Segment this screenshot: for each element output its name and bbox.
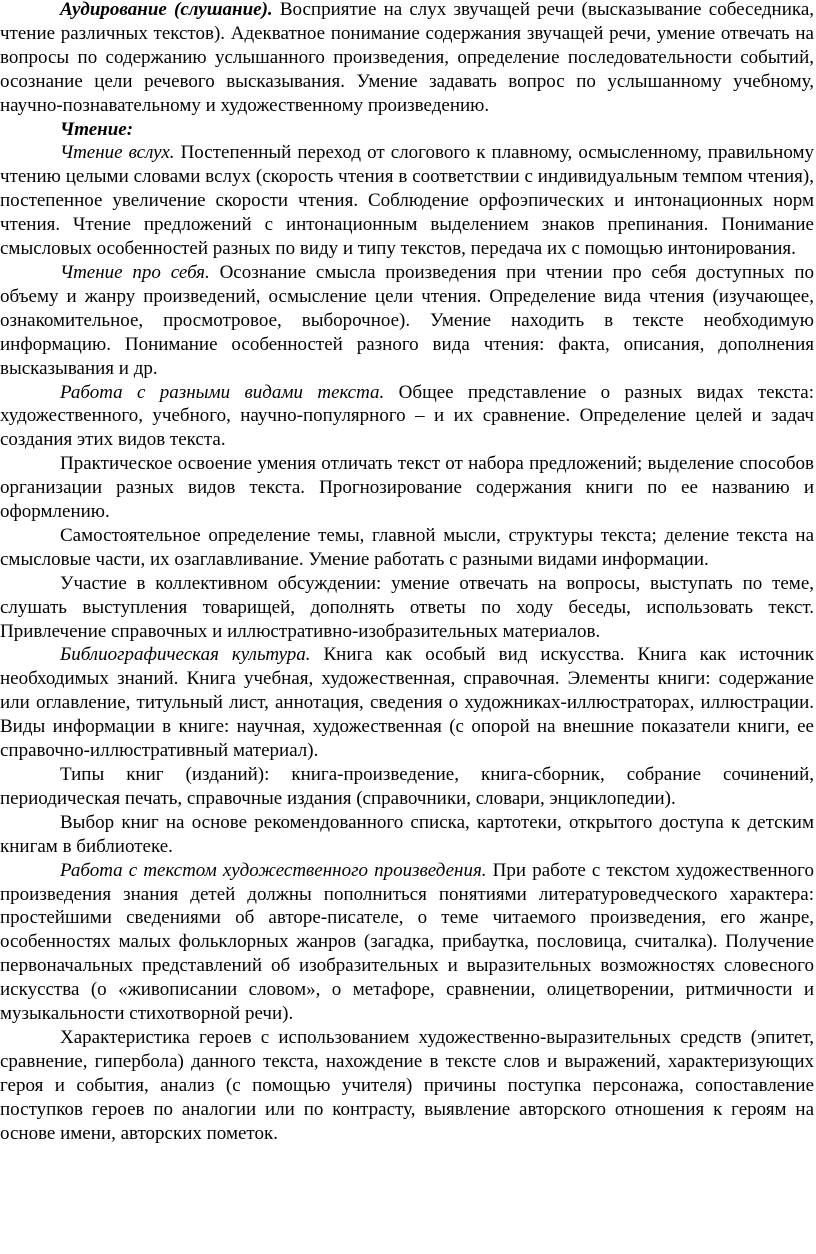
term-rabota-s-tekstom: Работа с текстом художественного произведения. bbox=[60, 859, 487, 881]
paragraph-text: Самостоятельное определение темы, главной мысли, структуры текста; деление текста на смысловые части, их озаглавливание. Умение работать с разными видами информации. bbox=[0, 524, 814, 570]
paragraph-prakticheskoe bbox=[0, 452, 814, 524]
paragraph-text: Участие в коллективном обсуждении: умение отвечать на вопросы, выступать по теме, слушать выступления товарищей, дополнять ответы по ходу беседы, использовать текст. Привлечение справочных и иллюстративно-изобразительных материалов. bbox=[0, 572, 814, 642]
term-bibliograficheskaya: Библиографическая культура. bbox=[60, 644, 311, 666]
term-rabota-s-vidami: Работа с разными видами текста. bbox=[60, 381, 385, 403]
term-chtenie-vsluh: Чтение вслух. bbox=[60, 142, 175, 164]
paragraph-text: Выбор книг на основе рекомендованного списка, картотеки, открытого доступа к детским книгам в библиотеке. bbox=[0, 811, 814, 857]
heading-chtenie bbox=[0, 118, 814, 142]
paragraph-text: Практическое освоение умения отличать текст от набора предложений; выделение способов организации разных видов текста. Прогнозирование содержания книги по ее названию и оформлению. bbox=[0, 453, 814, 523]
term-chtenie-pro-sebya: Чтение про себя. bbox=[60, 261, 210, 283]
paragraph-text: Книга как особый вид искусства. Книга как источник необходимых знаний. Книга учебная, художественная, справочная. Элементы книги: содержание или оглавление, титульный лист, аннотация, сведения о художниках-иллюстраторах, иллюстрации. Виды информации в книге: научная, художественная (с опорой на внешние показатели книги, ее справочно-иллюстративный материал). bbox=[0, 644, 815, 762]
paragraph-bibliograficheskaya bbox=[0, 643, 814, 763]
paragraph-tipy-knig bbox=[0, 763, 814, 811]
paragraph-uchastie bbox=[0, 572, 814, 644]
paragraph-text: Осознание смысла произведения при чтении про себя доступных по объему и жанру произведений, осмысление цели чтения. Определение вида чтения (изучающее, ознакомительное, просмотровое, выборочное). Умение находить в тексте необходимую информацию. Понимание особенностей разного вида чтения: факта, описания, дополнения высказывания и др. bbox=[0, 261, 814, 379]
paragraph-text: Общее представление о разных видах текста: художественного, учебного, научно-популярного – и их сравнение. Определение целей и задач создания этих видов текста. bbox=[0, 381, 814, 451]
paragraph-rabota-s-vidami bbox=[0, 381, 814, 453]
paragraph-chtenie-vsluh bbox=[0, 141, 814, 261]
paragraph-text: При работе с текстом художественного произведения знания детей должны пополниться понятиями литературоведческого характера: простейшими сведениями об авторе-писателе, о теме читаемого произведения, его жанре, особенностях малых фольклорных жанров (загадка, прибаутка, пословица, считалка). Получение первоначальных представлений об изобразительных и выразительных возможностях словесного искусства (о «живописании словом», о метафоре, сравнении, олицетворении, ритмичности и музыкальности стихотворной речи). bbox=[0, 859, 814, 1025]
paragraph-rabota-s-tekstom bbox=[0, 859, 814, 1026]
paragraph-samostoyatelnoe bbox=[0, 524, 814, 572]
paragraph-text: Постепенный переход от слогового к плавному, осмысленному, правильному чтению целыми словами вслух (скорость чтения в соответствии с индивидуальным темпом чтения), постепенное увеличение скорости чтения. Соблюдение орфоэпических и интонационных норм чтения. Чтение предложений с интонационным выделением знаков препинания. Понимание смысловых особенностей разных по виду и типу текстов, передача их с помощью интонирования. bbox=[0, 142, 815, 260]
paragraph-text: Восприятие на слух звучащей речи (высказывание собеседника, чтение различных текстов). Адекватное понимание содержания звучащей речи, умение отвечать на вопросы по содержанию услышанного произведения, определение последовательности событий, осознание цели речевого высказывания. Умение задавать вопрос по услышанному учебному, научно-познавательному и художественному произведению. bbox=[0, 0, 815, 116]
paragraph-text: Типы книг (изданий): книга-произведение, книга-сборник, собрание сочинений, периодическая печать, справочные издания (справочники, словари, энциклопедии). bbox=[0, 764, 814, 809]
term-chtenie: Чтение: bbox=[60, 118, 134, 140]
paragraph-harakteristika bbox=[0, 1026, 814, 1146]
paragraph-chtenie-pro-sebya bbox=[0, 261, 814, 381]
paragraph-vybor-knig bbox=[0, 811, 814, 859]
paragraph-audirovanie bbox=[0, 0, 814, 118]
term-audirovanie: Аудирование (слушание). bbox=[60, 0, 273, 20]
paragraph-text: Характеристика героев с использованием художественно-выразительных средств (эпитет, сравнение, гипербола) данного текста, нахождение в тексте слов и выражений, характеризующих героя и события, анализ (с помощью учителя) причины поступка персонажа, сопоставление поступков героев по аналогии или по контрасту, выявление авторского отношения к героям на основе имени, авторских пометок. bbox=[0, 1026, 814, 1144]
